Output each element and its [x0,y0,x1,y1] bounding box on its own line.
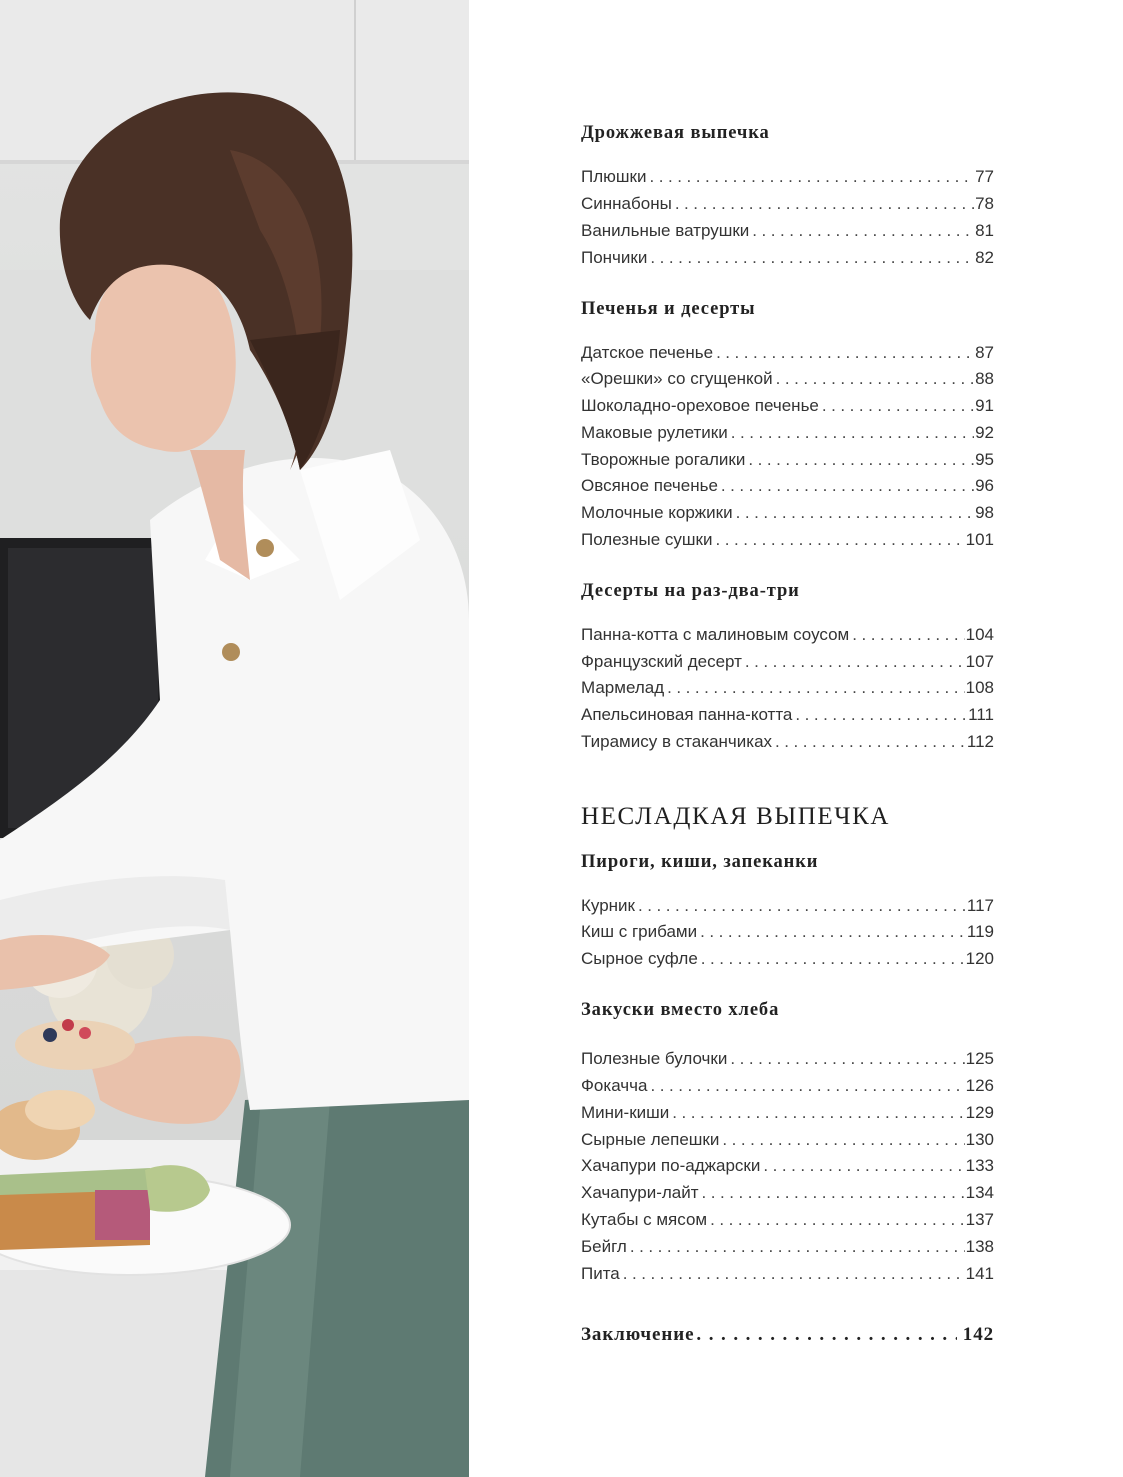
toc-entry[interactable]: Полезные сушки . . . 101 [581,528,994,552]
part-title: НЕСЛАДКАЯ ВЫПЕЧКА [581,803,891,830]
section-title: Печенья и десерты [581,299,756,319]
toc-entry[interactable]: Молочные коржики . . . 98 [581,501,994,525]
toc-entry[interactable]: Панна-котта с малиновым соусом . . . 104 [581,623,994,647]
toc-entry[interactable]: Датское печенье . . . 87 [581,341,994,365]
conclusion-entry[interactable] [581,1324,994,1352]
toc-entry[interactable]: Хачапури-лайт . . . 134 [581,1181,994,1205]
toc-entry[interactable]: Киш с грибами . . . 119 [581,920,994,944]
toc-entry[interactable]: Мармелад . . . 108 [581,676,994,700]
toc-entry[interactable]: Овсяное печенье . . . 96 [581,474,994,498]
toc-entry[interactable]: Тирамису в стаканчиках . . . 112 [581,730,994,754]
section-title: Пироги, киши, запеканки [581,852,819,872]
toc-entry[interactable]: Полезные булочки . . . 125 [581,1047,994,1071]
section-title: Десерты на раз-два-три [581,581,800,601]
toc-entry[interactable]: Пончики . . . 82 [581,246,994,270]
toc-entry[interactable]: Бейгл . . . 138 [581,1235,994,1259]
toc-entry[interactable]: Ванильные ватрушки . . . 81 [581,219,994,243]
toc-entry[interactable]: Плюшки . . . 77 [581,165,994,189]
toc-entry[interactable]: «Орешки» со сгущенкой . . . 88 [581,367,994,391]
toc-entry[interactable]: Пита . . . 141 [581,1262,994,1286]
conclusion-title: Заключение [581,1324,695,1345]
toc-entry[interactable]: Сырные лепешки . . . 130 [581,1128,994,1152]
toc-entry[interactable]: Французский десерт . . . 107 [581,650,994,674]
toc-entry[interactable]: Апельсиновая панна-котта . . . 111 [581,703,994,727]
toc-entry[interactable]: Сырное суфле . . . 120 [581,947,994,971]
toc-entry[interactable]: Фокачча . . . 126 [581,1074,994,1098]
toc-entry[interactable]: Маковые рулетики . . . 92 [581,421,994,445]
toc-entry[interactable]: Хачапури по-аджарски . . . 133 [581,1154,994,1178]
toc-entry[interactable]: Курник . . . 117 [581,894,994,918]
toc-entry[interactable]: Шоколадно-ореховое печенье . . . 91 [581,394,994,418]
conclusion-page: 142 [962,1324,994,1345]
section-title: Закуски вместо хлеба [581,1000,780,1020]
toc-entry[interactable]: Синнабоны . . . 78 [581,192,994,216]
toc-entry[interactable]: Мини-киши . . . 129 [581,1101,994,1125]
cover-photo [0,0,469,1477]
section-title: Дрожжевая выпечка [581,123,770,143]
woman-with-pastries-illustration [0,0,469,1477]
toc-entry[interactable]: Творожные рогалики . . . 95 [581,448,994,472]
toc-entry[interactable]: Кутабы с мясом . . . 137 [581,1208,994,1232]
